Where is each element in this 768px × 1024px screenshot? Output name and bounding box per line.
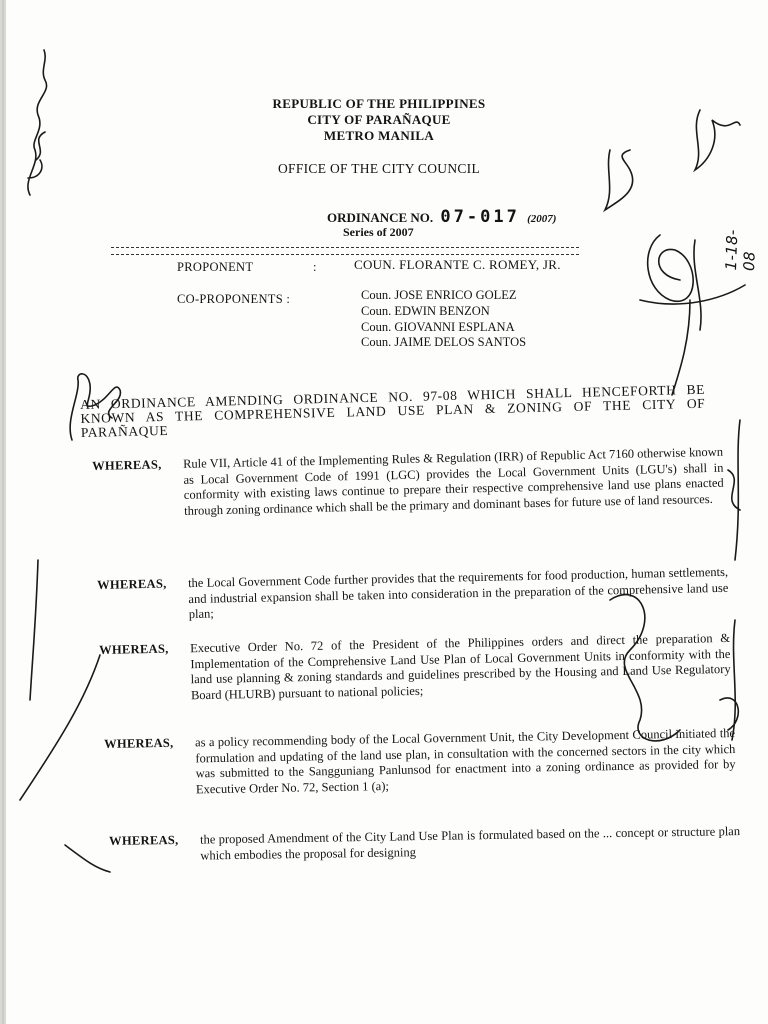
whereas-text: the proposed Amendment of the City Land Use Plan is formulated based on the ... concept or structure plan which embodies the proposal for designing [199,824,741,863]
office-title: OFFICE OF THE CITY COUNCIL [277,161,481,176]
ordinance-number: 07-017 [440,207,520,227]
margin-date-note: 1-18-08 [722,229,759,272]
left-scan-edge [0,0,6,1024]
whereas-text: Rule VII, Article 41 of the Implementing Rules & Regulation (IRR) of Republic Act 7160 otherwise known as Local Government Code of 1991 (LGC) provides the Local Government Units (LGU's) shall in conformity with existing laws continue to prepare their respective comprehensive land use plans enacted through zoning ordinance which shall be the primary and dominant bases for future use of land resources. [182,444,724,518]
left-margin-stroke-long [20,655,100,800]
co-proponent-name: Coun. JOSE ENRICO GOLEZ [361,288,517,302]
proponent-label: PROPONENT [177,260,254,274]
whereas-text: Executive Order No. 72 of the President of the Philippines orders and direct the preparation & Implementation of the Comprehensive Land Use Plan of Local Government Units in conformity with the land use planning & zoning standards and guidelines prescribed by the Housing and Land Use Regulatory Board (HLURB) pursuant to national policies; [189,630,731,702]
left-margin-stroke [30,560,38,700]
header-region: METRO MANILA [323,128,435,143]
ordinance-title: AN ORDINANCE AMENDING ORDINANCE NO. 97-08 WHICH SHALL HENCEFORTH BE KNOWN AS THE COMPREHENSIVE LAND USE PLAN & ZONING OF THE CITY OF PARAÑAQUE [79,381,706,440]
ordinance-label: ORDINANCE NO. [327,210,434,225]
whereas-label: WHEREAS, [99,641,169,657]
left-margin-stroke-low [65,845,110,872]
co-proponents-label: CO-PROPONENTS : [177,292,291,306]
co-proponent-name: Coun. JAIME DELOS SANTOS [361,335,527,349]
co-proponent-name: Coun. GIOVANNI ESPLANA [361,320,515,334]
divider-top [111,247,579,248]
co-proponent-name: Coun. EDWIN BENZON [361,304,490,318]
proponent-colon: : [313,260,317,274]
header-republic: REPUBLIC OF THE PHILIPPINES [272,96,486,111]
whereas-label: WHEREAS, [97,576,167,592]
header-city: CITY OF PARAÑAQUE [307,112,451,127]
whereas-clause [109,824,749,865]
ordinance-series: Series of 2007 [343,225,414,239]
right-signature-scribble [605,150,633,210]
ordinance-line [327,207,556,227]
divider-bottom [111,254,579,255]
right-margin-signature [728,420,740,560]
proponent-name: COUN. FLORANTE C. ROMEY, JR. [354,257,561,272]
ordinance-handwritten-year: (2007) [527,213,557,225]
whereas-label: WHEREAS, [104,735,174,751]
right-signature-vertical [672,300,690,395]
whereas-text: as a policy recommending body of the Local Government Unit, the City Development Council initiated the formulation and updating of the land use plan, in consultation with the concerned sectors in the city which was submitted to the Sangguniang Panlunsod for enactment into a zoning ordinance as provided for by Executive Order No. 72, Section 1 (a); [194,725,736,796]
whereas-text: the Local Government Code further provides that the requirements for food production, human settlements, and industrial expansion shall be taken into consideration in the preparation of the comprehensive land use plan; [187,564,729,622]
whereas-label: WHEREAS, [92,457,162,473]
whereas-label: WHEREAS, [109,832,179,848]
